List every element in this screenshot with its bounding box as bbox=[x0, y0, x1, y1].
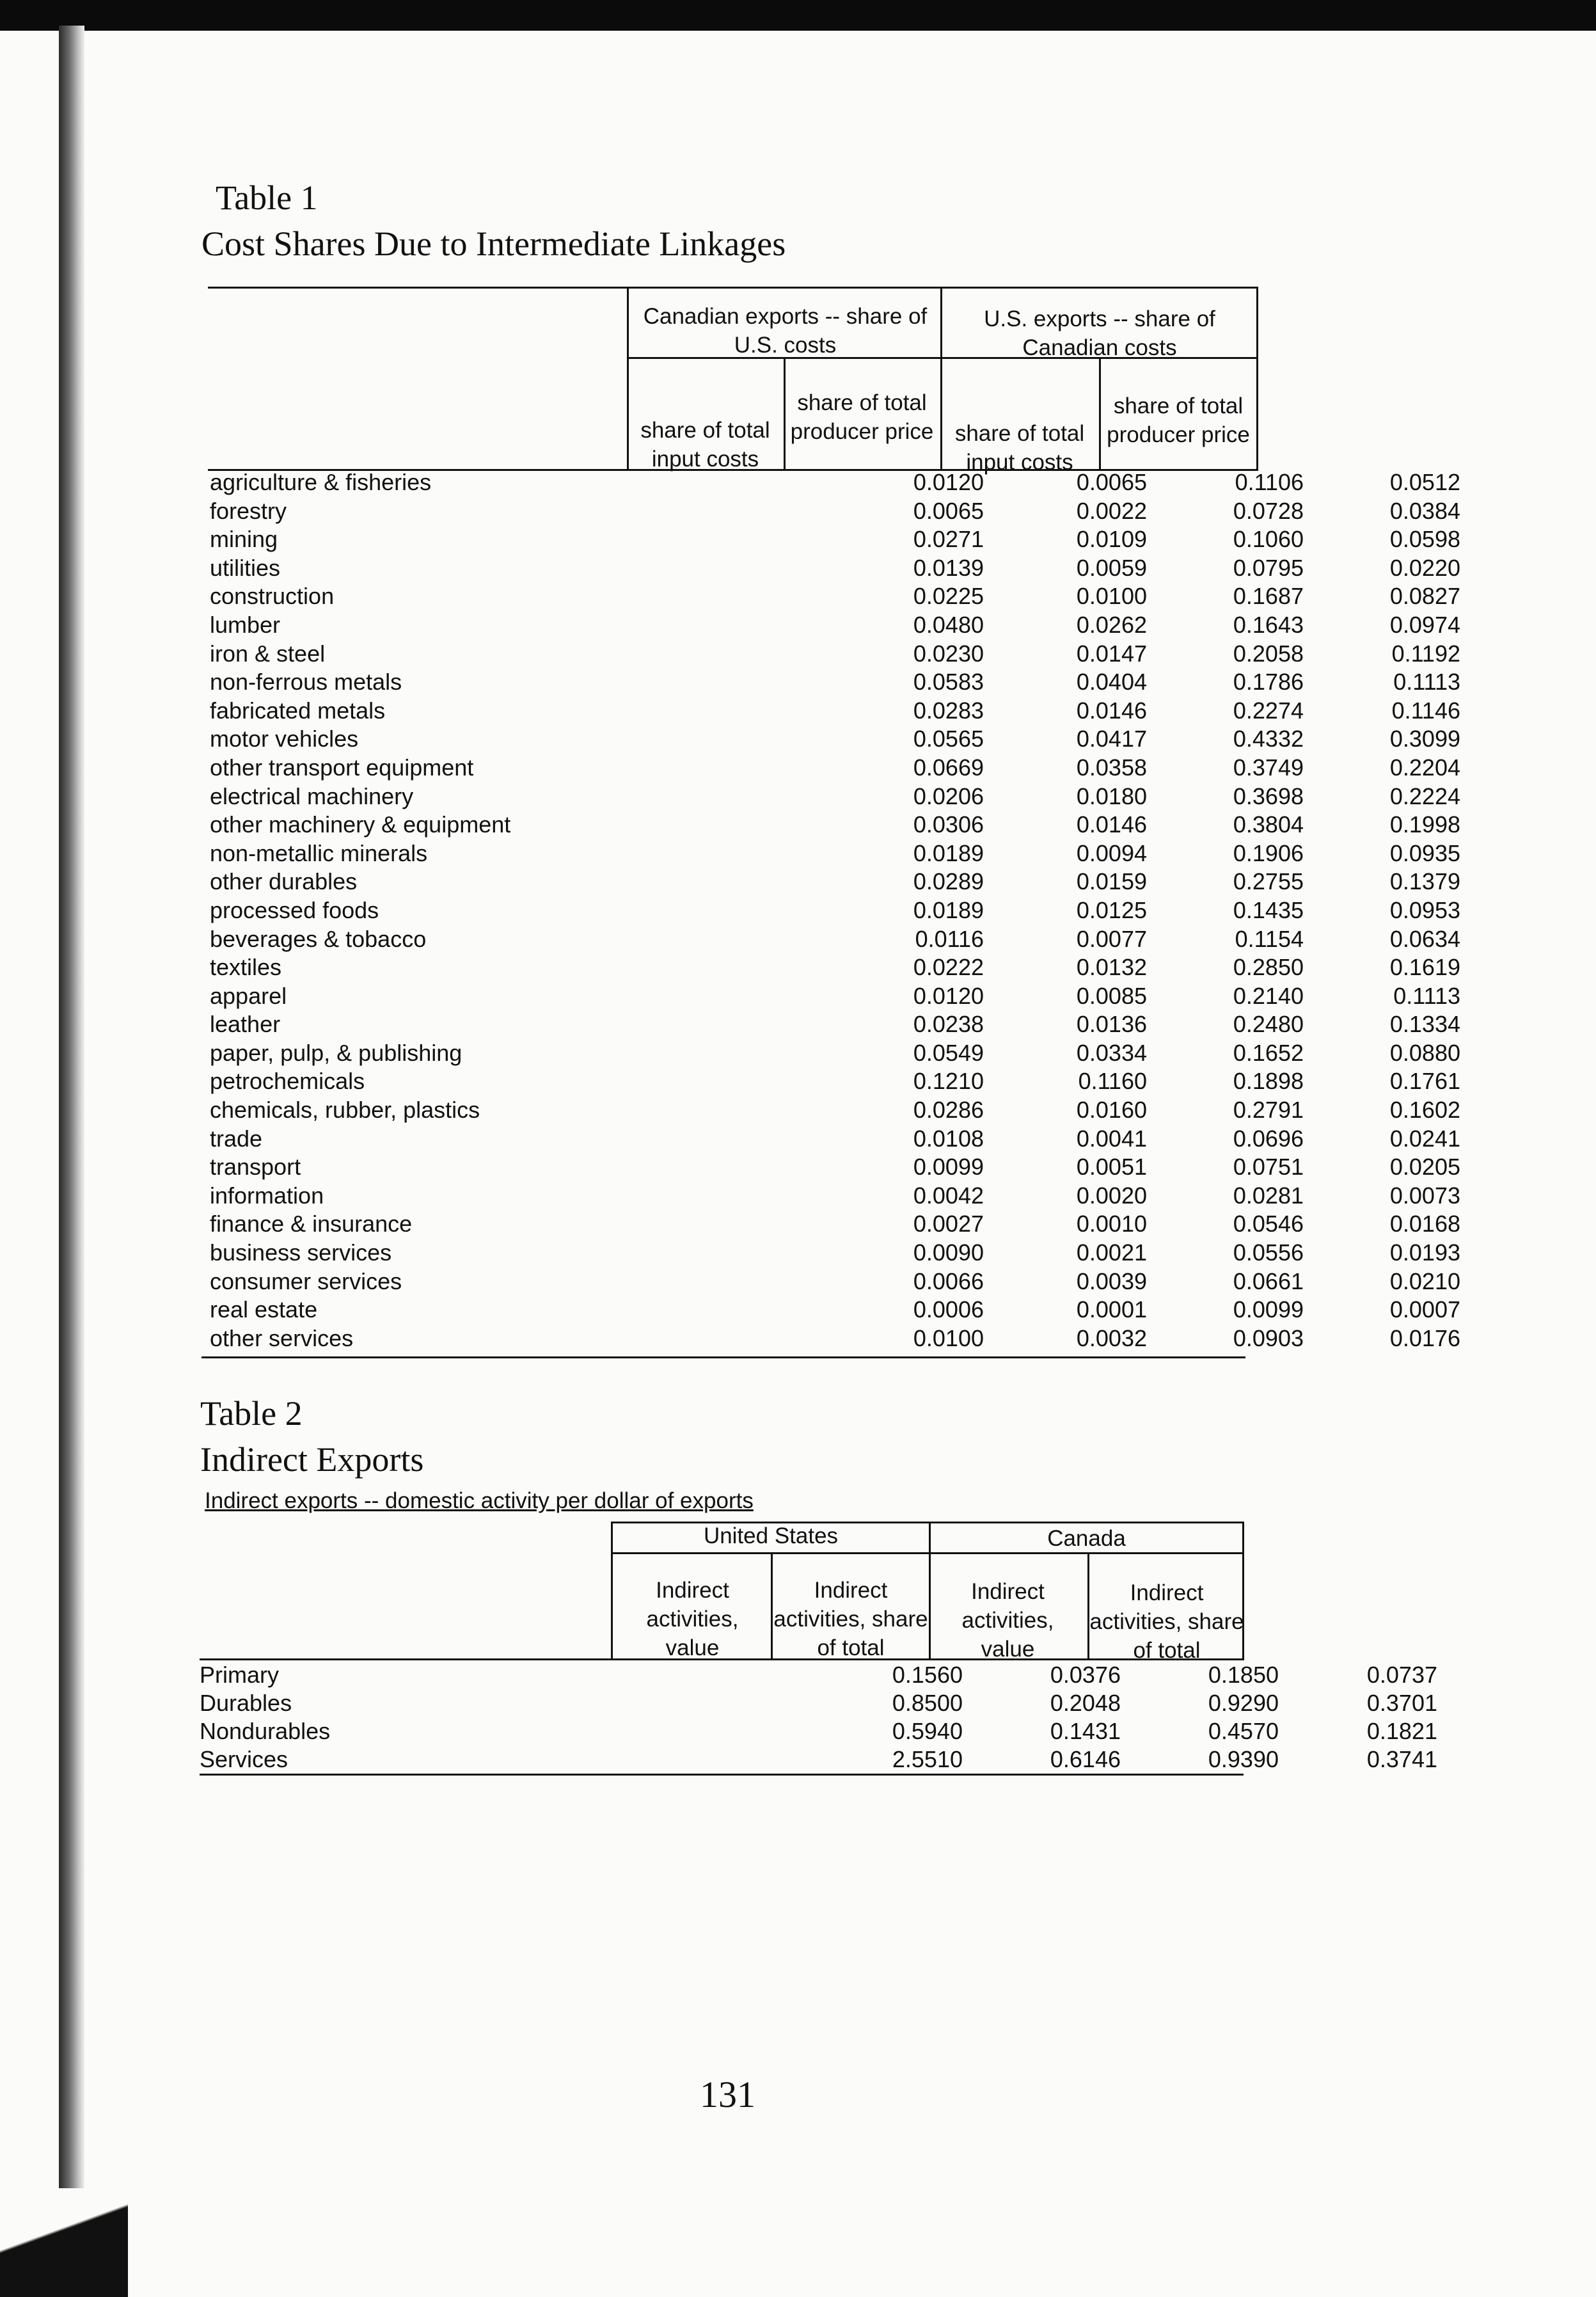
table2-group-header-canada: Canada bbox=[1047, 1526, 1126, 1551]
row-label: Nondurables bbox=[200, 1718, 331, 1744]
table-row bbox=[210, 554, 1460, 583]
cell: 0.0225 bbox=[913, 583, 984, 610]
cell: 0.1334 bbox=[1389, 1011, 1460, 1038]
cell: 0.0512 bbox=[1389, 469, 1460, 495]
cell: 0.1106 bbox=[1235, 469, 1304, 495]
cell: 0.0147 bbox=[1076, 640, 1147, 667]
cell: 0.0039 bbox=[1076, 1268, 1147, 1294]
row-label: construction bbox=[210, 583, 335, 610]
cell: 0.1154 bbox=[1235, 925, 1304, 952]
cell: 0.0010 bbox=[1076, 1211, 1147, 1237]
table1-subheader: share of total producer price bbox=[790, 390, 934, 444]
cell: 0.3741 bbox=[1366, 1746, 1437, 1772]
cell: 0.0100 bbox=[1076, 583, 1147, 610]
cell: 0.2048 bbox=[1050, 1690, 1121, 1716]
cell: 0.0696 bbox=[1233, 1125, 1304, 1152]
cell: 0.0139 bbox=[913, 554, 984, 581]
cell: 0.2850 bbox=[1233, 954, 1304, 981]
table2-group-header-us: United States bbox=[703, 1523, 839, 1548]
cell: 0.0168 bbox=[1389, 1211, 1460, 1237]
cell: 0.1643 bbox=[1233, 611, 1304, 638]
table-row bbox=[210, 1239, 1460, 1268]
row-label: agriculture & fisheries bbox=[210, 469, 432, 495]
cell: 0.0085 bbox=[1076, 982, 1147, 1009]
page-corner-shadow bbox=[0, 2188, 128, 2297]
cell: 0.0306 bbox=[913, 811, 984, 838]
cell: 0.0230 bbox=[913, 640, 984, 667]
cell: 0.0193 bbox=[1389, 1239, 1460, 1266]
cell: 0.0059 bbox=[1076, 554, 1147, 581]
cell: 0.0376 bbox=[1050, 1662, 1121, 1688]
cell: 0.2480 bbox=[1233, 1011, 1304, 1038]
cell: 0.0065 bbox=[1076, 469, 1147, 495]
cell: 0.0136 bbox=[1076, 1011, 1147, 1038]
table-row bbox=[210, 1096, 1460, 1125]
row-label: textiles bbox=[210, 954, 282, 981]
cell: 0.1435 bbox=[1233, 896, 1304, 923]
cell: 0.1060 bbox=[1233, 526, 1304, 553]
cell: 0.0262 bbox=[1076, 611, 1147, 638]
cell: 0.0159 bbox=[1076, 868, 1147, 895]
cell: 0.0241 bbox=[1389, 1125, 1460, 1152]
table-row bbox=[210, 640, 1460, 669]
row-label: petrochemicals bbox=[210, 1068, 365, 1095]
row-label: finance & insurance bbox=[210, 1211, 413, 1237]
cell: 0.0546 bbox=[1233, 1211, 1304, 1237]
table-row bbox=[210, 754, 1460, 783]
table-row bbox=[210, 839, 1460, 868]
cell: 0.8500 bbox=[892, 1690, 963, 1716]
cell: 0.0032 bbox=[1076, 1324, 1147, 1351]
row-label: mining bbox=[210, 526, 278, 553]
cell: 0.0334 bbox=[1076, 1039, 1147, 1066]
table-row bbox=[210, 1268, 1460, 1296]
cell: 0.0669 bbox=[913, 754, 984, 781]
cell: 0.0090 bbox=[913, 1239, 984, 1266]
cell: 2.5510 bbox=[892, 1746, 963, 1772]
cell: 0.0286 bbox=[913, 1097, 984, 1124]
cell: 0.0189 bbox=[913, 896, 984, 923]
cell: 0.0283 bbox=[913, 697, 984, 724]
table1-label: Table 1 bbox=[216, 179, 318, 217]
cell: 0.1560 bbox=[892, 1662, 963, 1688]
cell: 0.0880 bbox=[1389, 1039, 1460, 1066]
table-row bbox=[210, 725, 1460, 754]
cell: 0.0146 bbox=[1076, 811, 1147, 838]
cell: 0.1379 bbox=[1389, 868, 1460, 895]
table-row bbox=[210, 1210, 1460, 1239]
table2-subtitle: Indirect exports -- domestic activity per dollar of exports bbox=[205, 1488, 754, 1513]
cell: 0.0271 bbox=[913, 526, 984, 553]
table-row bbox=[210, 1182, 1460, 1211]
cell: 0.0022 bbox=[1076, 497, 1147, 524]
cell: 0.0358 bbox=[1076, 754, 1147, 781]
cell: 0.0404 bbox=[1076, 669, 1147, 695]
cell: 0.0189 bbox=[913, 839, 984, 866]
row-label: processed foods bbox=[210, 896, 379, 923]
table-row bbox=[210, 1153, 1460, 1182]
table2-label: Table 2 bbox=[200, 1394, 303, 1433]
cell: 0.1850 bbox=[1208, 1662, 1279, 1688]
cell: 0.0220 bbox=[1389, 554, 1460, 581]
cell: 0.0827 bbox=[1389, 583, 1460, 610]
cell: 0.6146 bbox=[1050, 1746, 1121, 1772]
cell: 0.0051 bbox=[1076, 1154, 1147, 1180]
cell: 0.0634 bbox=[1389, 925, 1460, 952]
cell: 0.1210 bbox=[913, 1068, 984, 1095]
table2-subheader: Indirect activities, value bbox=[961, 1579, 1054, 1662]
cell: 0.0565 bbox=[913, 726, 984, 752]
cell: 0.0027 bbox=[913, 1211, 984, 1237]
row-label: beverages & tobacco bbox=[210, 925, 427, 952]
cell: 0.0006 bbox=[913, 1296, 984, 1323]
cell: 0.0289 bbox=[913, 868, 984, 895]
row-label: chemicals, rubber, plastics bbox=[210, 1097, 480, 1124]
row-label: other machinery & equipment bbox=[210, 811, 511, 838]
cell: 0.0176 bbox=[1389, 1324, 1460, 1351]
cell: 0.1786 bbox=[1233, 669, 1304, 695]
cell: 0.0132 bbox=[1076, 954, 1147, 981]
cell: 0.2058 bbox=[1233, 640, 1304, 667]
table-row bbox=[210, 1067, 1460, 1096]
cell: 0.0020 bbox=[1076, 1182, 1147, 1209]
row-label: apparel bbox=[210, 982, 287, 1009]
cell: 0.1652 bbox=[1233, 1039, 1304, 1066]
table2-title: Indirect Exports bbox=[200, 1440, 424, 1479]
cell: 0.1113 bbox=[1393, 982, 1460, 1009]
cell: 0.0935 bbox=[1389, 839, 1460, 866]
cell: 0.1687 bbox=[1233, 583, 1304, 610]
cell: 0.0222 bbox=[913, 954, 984, 981]
cell: 0.2224 bbox=[1389, 783, 1460, 809]
cell: 0.0007 bbox=[1389, 1296, 1460, 1323]
row-label: real estate bbox=[210, 1296, 318, 1323]
cell: 0.0099 bbox=[913, 1154, 984, 1180]
table-row bbox=[210, 468, 1460, 497]
table-row bbox=[210, 525, 1460, 554]
table-row bbox=[200, 1689, 1437, 1717]
cell: 0.0001 bbox=[1076, 1296, 1147, 1323]
row-label: paper, pulp, & publishing bbox=[210, 1039, 462, 1066]
cell: 0.1821 bbox=[1366, 1718, 1437, 1744]
table-row bbox=[210, 1296, 1460, 1324]
row-label: other transport equipment bbox=[210, 754, 474, 781]
cell: 0.1431 bbox=[1050, 1718, 1121, 1744]
row-label: transport bbox=[210, 1154, 301, 1180]
cell: 0.0661 bbox=[1233, 1268, 1304, 1294]
cell: 0.9290 bbox=[1208, 1690, 1279, 1716]
cell: 0.1192 bbox=[1391, 640, 1460, 667]
table-row bbox=[210, 697, 1460, 726]
cell: 0.0160 bbox=[1076, 1097, 1147, 1124]
cell: 0.1113 bbox=[1393, 669, 1460, 695]
cell: 0.0556 bbox=[1233, 1239, 1304, 1266]
table-row bbox=[210, 953, 1460, 982]
row-label: consumer services bbox=[210, 1268, 402, 1294]
table2-bottom-rule bbox=[200, 1774, 1244, 1776]
cell: 0.0206 bbox=[913, 783, 984, 809]
row-label: Primary bbox=[200, 1662, 279, 1688]
table-row bbox=[210, 783, 1460, 811]
cell: 0.3701 bbox=[1366, 1690, 1437, 1716]
row-label: Services bbox=[200, 1746, 288, 1772]
cell: 0.2791 bbox=[1233, 1097, 1304, 1124]
table-row bbox=[210, 1324, 1460, 1353]
cell: 0.1998 bbox=[1389, 811, 1460, 838]
cell: 0.0066 bbox=[913, 1268, 984, 1294]
cell: 0.0041 bbox=[1076, 1125, 1147, 1152]
table1-bottom-rule bbox=[201, 1356, 1245, 1358]
cell: 0.0109 bbox=[1076, 526, 1147, 553]
row-label: trade bbox=[210, 1125, 263, 1152]
table-row bbox=[210, 1039, 1460, 1068]
row-label: forestry bbox=[210, 497, 287, 524]
cell: 0.1146 bbox=[1391, 697, 1460, 724]
cell: 0.4332 bbox=[1233, 726, 1304, 752]
cell: 0.1761 bbox=[1389, 1068, 1460, 1095]
table-row bbox=[210, 925, 1460, 954]
table-row bbox=[210, 811, 1460, 839]
table1-top-rule bbox=[208, 287, 1258, 289]
table1-subheader: share of total input costs bbox=[640, 418, 770, 472]
table2-subheader: Indirect activities, value bbox=[646, 1578, 739, 1660]
cell: 0.0549 bbox=[913, 1039, 984, 1066]
row-label: fabricated metals bbox=[210, 697, 386, 724]
cell: 0.0598 bbox=[1389, 526, 1460, 553]
table-row bbox=[210, 611, 1460, 640]
cell: 0.0751 bbox=[1233, 1154, 1304, 1180]
cell: 0.1619 bbox=[1389, 954, 1460, 981]
cell: 0.0953 bbox=[1389, 896, 1460, 923]
table-row bbox=[210, 982, 1460, 1011]
table2-body bbox=[200, 1661, 1437, 1774]
row-label: lumber bbox=[210, 611, 281, 638]
cell: 0.1906 bbox=[1233, 839, 1304, 866]
cell: 0.0094 bbox=[1076, 839, 1147, 866]
cell: 0.0795 bbox=[1233, 554, 1304, 581]
cell: 0.0021 bbox=[1076, 1239, 1147, 1266]
cell: 0.0281 bbox=[1233, 1182, 1304, 1209]
row-label: non-ferrous metals bbox=[210, 669, 402, 695]
cell: 0.0384 bbox=[1389, 497, 1460, 524]
cell: 0.5940 bbox=[892, 1718, 963, 1744]
cell: 0.0903 bbox=[1233, 1324, 1304, 1351]
table-row bbox=[210, 1125, 1460, 1154]
cell: 0.4570 bbox=[1208, 1718, 1279, 1744]
cell: 0.0120 bbox=[913, 469, 984, 495]
table-row bbox=[200, 1745, 1437, 1774]
cell: 0.0100 bbox=[913, 1324, 984, 1351]
row-label: electrical machinery bbox=[210, 783, 414, 809]
cell: 0.0480 bbox=[913, 611, 984, 638]
row-label: leather bbox=[210, 1011, 281, 1038]
row-label: Durables bbox=[200, 1690, 292, 1716]
table-row bbox=[210, 668, 1460, 697]
row-label: business services bbox=[210, 1239, 392, 1266]
table-row bbox=[210, 497, 1460, 526]
cell: 0.1898 bbox=[1233, 1068, 1304, 1095]
cell: 0.1602 bbox=[1389, 1097, 1460, 1124]
cell: 0.0180 bbox=[1076, 783, 1147, 809]
cell: 0.3804 bbox=[1233, 811, 1304, 838]
cell: 0.0205 bbox=[1389, 1154, 1460, 1180]
cell: 0.2204 bbox=[1389, 754, 1460, 781]
row-label: utilities bbox=[210, 554, 281, 581]
cell: 0.1160 bbox=[1078, 1068, 1147, 1095]
table-row bbox=[210, 1010, 1460, 1039]
cell: 0.0238 bbox=[913, 1011, 984, 1038]
table-row bbox=[210, 868, 1460, 896]
cell: 0.0210 bbox=[1389, 1268, 1460, 1294]
cell: 0.0108 bbox=[913, 1125, 984, 1152]
table1-subheader: share of total input costs bbox=[954, 421, 1085, 475]
row-label: other services bbox=[210, 1324, 354, 1351]
cell: 0.0583 bbox=[913, 669, 984, 695]
table1-body bbox=[210, 468, 1460, 1353]
table-row bbox=[210, 896, 1460, 925]
cell: 0.0099 bbox=[1233, 1296, 1304, 1323]
table-row bbox=[200, 1717, 1437, 1745]
cell: 0.0065 bbox=[913, 497, 984, 524]
cell: 0.0125 bbox=[1076, 896, 1147, 923]
row-label: non-metallic minerals bbox=[210, 839, 428, 866]
cell: 0.2755 bbox=[1233, 868, 1304, 895]
table-row bbox=[210, 582, 1460, 611]
cell: 0.2140 bbox=[1233, 982, 1304, 1009]
table2-subheader: Indirect activities, share of total bbox=[1089, 1580, 1244, 1663]
row-label: other durables bbox=[210, 868, 358, 895]
scan-top-edge bbox=[0, 0, 1596, 31]
cell: 0.9390 bbox=[1208, 1746, 1279, 1772]
cell: 0.0146 bbox=[1076, 697, 1147, 724]
cell: 0.3698 bbox=[1233, 783, 1304, 809]
row-label: iron & steel bbox=[210, 640, 326, 667]
table-row bbox=[200, 1661, 1437, 1689]
cell: 0.2274 bbox=[1233, 697, 1304, 724]
table1-group-header-canada: Canadian exports -- share of U.S. costs bbox=[643, 304, 928, 358]
row-label: information bbox=[210, 1182, 324, 1209]
cell: 0.0120 bbox=[913, 982, 984, 1009]
cell: 0.0737 bbox=[1366, 1662, 1437, 1688]
cell: 0.0417 bbox=[1076, 726, 1147, 752]
table1-subheader: share of total producer price bbox=[1107, 393, 1250, 447]
row-label: motor vehicles bbox=[210, 726, 359, 752]
cell: 0.3099 bbox=[1389, 726, 1460, 752]
cell: 0.3749 bbox=[1233, 754, 1304, 781]
cell: 0.0974 bbox=[1389, 611, 1460, 638]
table1-title: Cost Shares Due to Intermediate Linkages bbox=[201, 225, 786, 263]
cell: 0.0077 bbox=[1076, 925, 1147, 952]
table1-group-header-us: U.S. exports -- share of Canadian costs bbox=[984, 306, 1215, 360]
page-number: 131 bbox=[700, 2074, 755, 2115]
book-spine-shadow bbox=[59, 26, 84, 2297]
cell: 0.0073 bbox=[1389, 1182, 1460, 1209]
cell: 0.0116 bbox=[915, 925, 984, 952]
cell: 0.0042 bbox=[913, 1182, 984, 1209]
cell: 0.0728 bbox=[1233, 497, 1304, 524]
table2-subheader: Indirect activities, share of total bbox=[773, 1578, 928, 1660]
